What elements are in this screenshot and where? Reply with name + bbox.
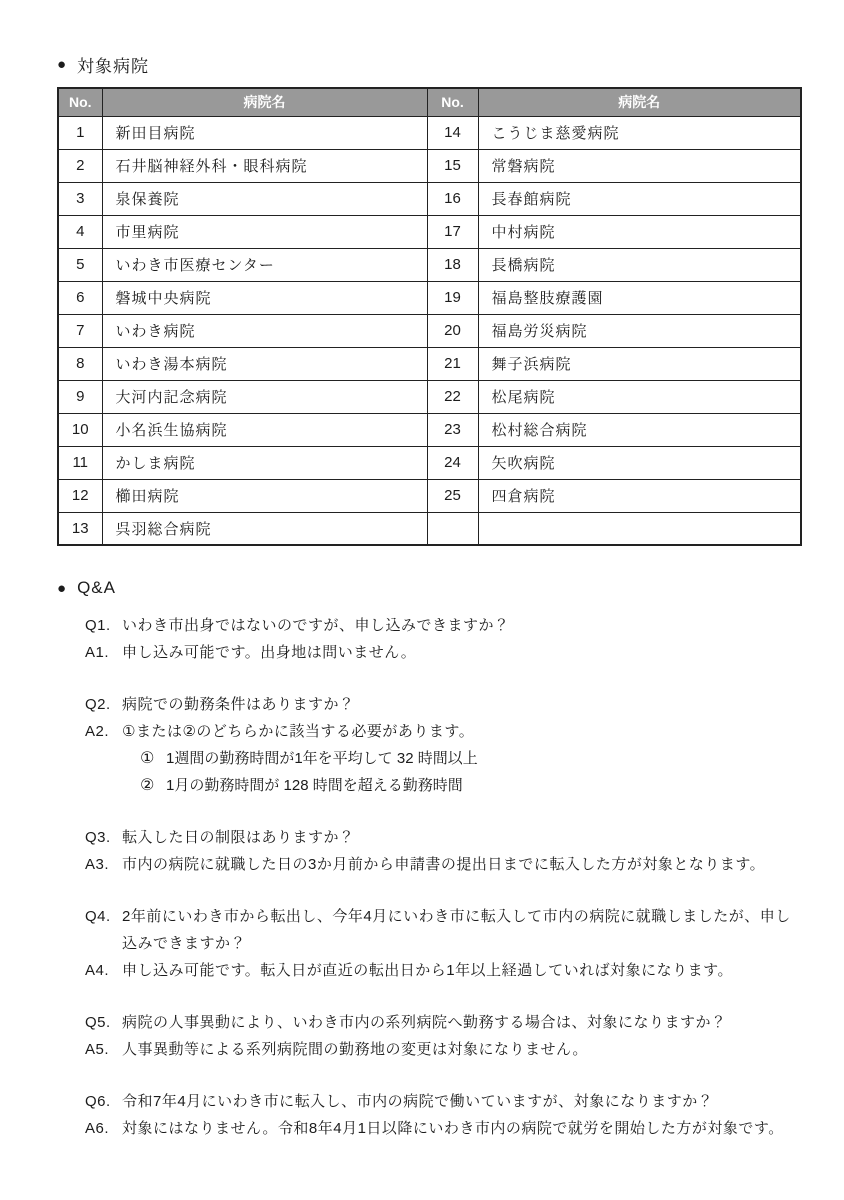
hospital-no-cell: 23	[427, 413, 478, 446]
hospital-no-cell: 9	[58, 380, 102, 413]
bullet-icon: ●	[57, 56, 68, 73]
qa-answer-line	[57, 639, 800, 666]
qa-question-text: いわき市出身ではないのですが、申し込みできますか？	[122, 617, 510, 634]
hospital-table-row	[58, 479, 801, 512]
hospital-table-row	[58, 248, 801, 281]
hospital-no-cell: 4	[58, 215, 102, 248]
qa-answer-text: 申し込み可能です。転入日が直近の転出日から1年以上経過していれば対象になります。	[122, 962, 733, 979]
hospital-no-cell: 18	[427, 248, 478, 281]
hospital-no-cell: 1	[58, 116, 102, 149]
hospital-no-cell: 10	[58, 413, 102, 446]
qa-answer-line	[57, 718, 800, 745]
qa-item	[57, 612, 800, 666]
qa-answer-label: A4.	[85, 962, 110, 979]
qa-question-label: Q1.	[85, 617, 111, 634]
hospital-no-cell: 19	[427, 281, 478, 314]
hospital-name-cell: 松尾病院	[478, 380, 801, 413]
hospital-name-cell: 福島労災病院	[478, 314, 801, 347]
qa-answer-label: A5.	[85, 1041, 110, 1058]
qa-question-text: 病院の人事異動により、いわき市内の系列病院へ勤務する場合は、対象になりますか？	[122, 1014, 727, 1031]
hospital-no-cell: 14	[427, 116, 478, 149]
hospital-table-header-cell: 病院名	[102, 88, 427, 116]
hospital-no-cell: 22	[427, 380, 478, 413]
section-hospitals-title: 対象病院	[77, 57, 150, 76]
hospital-name-cell: 常磐病院	[478, 149, 801, 182]
hospital-no-cell: 12	[58, 479, 102, 512]
qa-item	[57, 1088, 800, 1142]
qa-question-line	[57, 1088, 800, 1115]
qa-answer-label: A2.	[85, 723, 110, 740]
hospital-name-cell: 長橋病院	[478, 248, 801, 281]
hospital-name-cell: かしま病院	[102, 446, 427, 479]
qa-question-text: 2年前にいわき市から転出し、今年4月にいわき市に転入して市内の病院に就職しましたが、申し込みできますか？	[122, 908, 791, 952]
qa-question-text: 令和7年4月にいわき市に転入し、市内の病院で働いていますが、対象になりますか？	[122, 1093, 714, 1110]
qa-question-label: Q3.	[85, 829, 111, 846]
section-qa-title: Q&A	[77, 578, 116, 597]
hospital-no-cell: 6	[58, 281, 102, 314]
hospital-table-row	[58, 116, 801, 149]
qa-question-line	[57, 691, 800, 718]
hospital-name-cell: 泉保養院	[102, 182, 427, 215]
qa-question-label: Q2.	[85, 696, 111, 713]
qa-question-label: Q5.	[85, 1014, 111, 1031]
hospital-table-row	[58, 149, 801, 182]
qa-answer-label: A3.	[85, 856, 110, 873]
hospital-name-cell: 石井脳神経外科・眼科病院	[102, 149, 427, 182]
qa-question-text: 病院での勤務条件はありますか？	[122, 696, 355, 713]
hospital-no-cell: 13	[58, 512, 102, 545]
qa-subitem-marker: ①	[140, 750, 155, 767]
hospital-no-cell: 5	[58, 248, 102, 281]
hospital-name-cell: 市里病院	[102, 215, 427, 248]
hospital-table-header-cell: 病院名	[478, 88, 801, 116]
hospital-name-cell: 大河内記念病院	[102, 380, 427, 413]
hospital-table	[57, 87, 802, 546]
qa-question-line	[57, 612, 800, 639]
hospital-table-row	[58, 446, 801, 479]
hospital-name-cell: 櫛田病院	[102, 479, 427, 512]
hospital-table-row	[58, 413, 801, 446]
hospital-name-cell: 呉羽総合病院	[102, 512, 427, 545]
qa-subitem-line	[57, 772, 800, 799]
hospital-table-row	[58, 347, 801, 380]
qa-question-line	[57, 824, 800, 851]
hospital-name-cell: 松村総合病院	[478, 413, 801, 446]
qa-subitem-text: 1月の勤務時間が 128 時間を超える勤務時間	[166, 777, 463, 794]
hospital-table-header-cell: No.	[58, 88, 102, 116]
hospital-name-cell: 長春館病院	[478, 182, 801, 215]
hospital-name-cell	[478, 512, 801, 545]
qa-question-label: Q4.	[85, 908, 111, 925]
hospital-table-row	[58, 215, 801, 248]
hospital-no-cell: 2	[58, 149, 102, 182]
qa-question-text: 転入した日の制限はありますか？	[122, 829, 355, 846]
hospital-name-cell: 小名浜生協病院	[102, 413, 427, 446]
qa-answer-text: 対象にはなりません。令和8年4月1日以降にいわき市内の病院で就労を開始した方が対象です。	[122, 1120, 784, 1137]
qa-answer-line	[57, 1115, 800, 1142]
hospital-no-cell: 21	[427, 347, 478, 380]
qa-answer-text: 人事異動等による系列病院間の勤務地の変更は対象になりません。	[122, 1041, 588, 1058]
qa-answer-text: 申し込み可能です。出身地は問いません。	[122, 644, 417, 661]
qa-subitem-text: 1週間の勤務時間が1年を平均して 32 時間以上	[166, 750, 478, 767]
hospital-no-cell: 15	[427, 149, 478, 182]
qa-question-line	[57, 1009, 800, 1036]
hospital-no-cell: 25	[427, 479, 478, 512]
hospital-name-cell: こうじま慈愛病院	[478, 116, 801, 149]
qa-answer-text: 市内の病院に就職した日の3か月前から申請書の提出日までに転入した方が対象となります。	[122, 856, 766, 873]
hospital-name-cell: いわき病院	[102, 314, 427, 347]
hospital-no-cell	[427, 512, 478, 545]
hospital-no-cell: 7	[58, 314, 102, 347]
qa-subitem-line	[57, 745, 800, 772]
hospital-no-cell: 17	[427, 215, 478, 248]
qa-subitem-marker: ②	[140, 777, 155, 794]
qa-answer-line	[57, 1036, 800, 1063]
hospital-name-cell: いわき市医療センター	[102, 248, 427, 281]
section-qa-header	[57, 578, 800, 598]
qa-item	[57, 1009, 800, 1063]
hospital-table-row	[58, 314, 801, 347]
qa-question-label: Q6.	[85, 1093, 111, 1110]
qa-answer-text: ①または②のどちらかに該当する必要があります。	[122, 723, 475, 740]
hospital-table-row	[58, 380, 801, 413]
hospital-table-header-row	[58, 88, 801, 116]
hospital-no-cell: 8	[58, 347, 102, 380]
hospital-name-cell: 四倉病院	[478, 479, 801, 512]
qa-question-line	[57, 903, 800, 957]
qa-answer-line	[57, 957, 800, 984]
qa-item	[57, 691, 800, 799]
hospital-name-cell: いわき湯本病院	[102, 347, 427, 380]
hospital-table-row	[58, 182, 801, 215]
hospital-no-cell: 20	[427, 314, 478, 347]
qa-answer-line	[57, 851, 800, 878]
hospital-table-row	[58, 281, 801, 314]
qa-item	[57, 824, 800, 878]
qa-answer-label: A1.	[85, 644, 110, 661]
hospital-no-cell: 24	[427, 446, 478, 479]
bullet-icon: ●	[57, 579, 68, 597]
hospital-name-cell: 矢吹病院	[478, 446, 801, 479]
hospital-no-cell: 3	[58, 182, 102, 215]
qa-item	[57, 903, 800, 984]
qa-list	[57, 612, 800, 1142]
qa-answer-label: A6.	[85, 1120, 110, 1137]
hospital-table-row	[58, 512, 801, 545]
hospital-name-cell: 新田目病院	[102, 116, 427, 149]
hospital-name-cell: 舞子浜病院	[478, 347, 801, 380]
hospital-name-cell: 中村病院	[478, 215, 801, 248]
hospital-no-cell: 16	[427, 182, 478, 215]
hospital-table-header-cell: No.	[427, 88, 478, 116]
hospital-name-cell: 磐城中央病院	[102, 281, 427, 314]
section-hospitals-header	[57, 52, 800, 77]
hospital-name-cell: 福島整肢療護園	[478, 281, 801, 314]
hospital-no-cell: 11	[58, 446, 102, 479]
